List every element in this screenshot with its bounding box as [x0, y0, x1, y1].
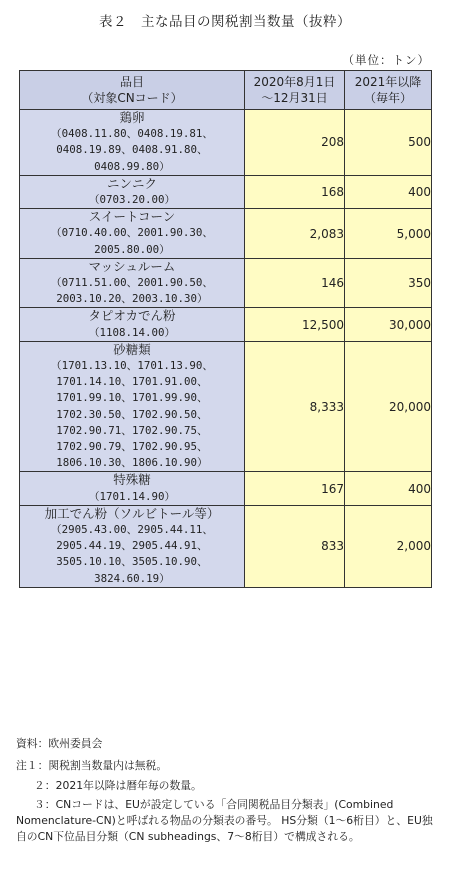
quota-2021-value: 350: [345, 258, 432, 308]
table-row: [20, 209, 432, 259]
cn-code-line: （1108.14.00）: [88, 325, 176, 339]
note-2: ２：2021年以降は暦年毎の数量。: [34, 778, 202, 792]
item-name: マッシュルーム: [88, 258, 176, 274]
quota-2020-value: 833: [245, 505, 345, 587]
cn-code-line: （0703.20.00）: [88, 193, 176, 207]
cn-code-line: 2003.10.20、2003.10.30）: [56, 292, 208, 306]
table-row: [20, 472, 432, 505]
quota-2020-value: 2,083: [245, 209, 345, 259]
item-cell: [20, 175, 245, 208]
cn-code-line: 2005.80.00）: [94, 242, 170, 256]
item-cell: [20, 341, 245, 472]
cn-code-line: （1701.13.10、1701.13.90、: [50, 359, 214, 373]
cn-code-line: 1701.14.10、1701.91.00、: [56, 375, 208, 389]
quota-2020-value: 12,500: [245, 308, 345, 341]
header-period-2020: [245, 71, 345, 110]
cn-code-line: （2905.43.00、2905.44.11、: [50, 523, 214, 537]
header-row: [20, 71, 432, 110]
header-item-line2: （対象CNコード）: [81, 91, 183, 105]
table-title: 表２ 主な品目の関税割当数量（抜粋）: [99, 14, 351, 30]
cn-code-line: 1702.90.71、1702.90.75、: [56, 423, 208, 437]
cn-code-line: 0408.99.80）: [94, 159, 170, 173]
item-name: 砂糖類: [113, 341, 151, 357]
cn-code-line: 1701.99.10、1701.99.90、: [56, 391, 208, 405]
source-note: 資料：欧州委員会: [16, 737, 103, 750]
item-cell: [20, 505, 245, 587]
table-row: [20, 308, 432, 341]
header-period-2021-line2: （毎年）: [363, 91, 412, 105]
cn-code-line: （0710.40.00、2001.90.30、: [50, 226, 214, 240]
cn-code-line: 1702.90.79、1702.90.95、: [56, 440, 208, 454]
header-period-2021: [345, 71, 432, 110]
quota-2021-value: 5,000: [345, 209, 432, 259]
table-row: [20, 258, 432, 308]
cn-code-line: （0711.51.00、2001.90.50、: [50, 276, 214, 290]
quota-2020-value: 146: [245, 258, 345, 308]
header-item: [20, 71, 245, 110]
cn-code-line: （1701.14.90）: [88, 489, 176, 503]
cn-code-line: 1702.30.50、1702.90.50、: [56, 407, 208, 421]
quota-2021-value: 30,000: [345, 308, 432, 341]
item-cell: [20, 209, 245, 259]
notes: [16, 736, 436, 845]
unit-label: （単位：トン）: [342, 53, 430, 67]
tariff-quota-table: [19, 70, 432, 588]
item-name: ニンニク: [106, 175, 157, 191]
quota-2020-value: 168: [245, 175, 345, 208]
quota-2021-value: 20,000: [345, 341, 432, 472]
quota-2021-value: 400: [345, 472, 432, 505]
quota-2020-value: 167: [245, 472, 345, 505]
quota-2021-value: 400: [345, 175, 432, 208]
item-name: スイートコーン: [88, 209, 176, 225]
note-1: 注１：関税割当数量内は無税。: [16, 758, 168, 772]
table-row: [20, 505, 432, 587]
header-period-2020-line1: 2020年8月1日: [253, 75, 336, 89]
item-name: タピオカでん粉: [88, 308, 176, 324]
item-name: 鶏卵: [119, 110, 145, 125]
header-item-line1: 品目: [119, 75, 144, 89]
quota-2020-value: 208: [245, 110, 345, 176]
item-name: 加工でん粉（ソルビトール等）: [44, 505, 220, 521]
table-row: [20, 110, 432, 176]
cn-code-line: 2905.44.19、2905.44.91、: [56, 539, 208, 553]
header-period-2020-line2: ～12月31日: [261, 91, 328, 105]
cn-code-line: （0408.11.80、0408.19.81、: [50, 127, 214, 141]
item-cell: [20, 258, 245, 308]
item-name: 特殊糖: [113, 472, 151, 488]
cn-code-line: 0408.19.89、0408.91.80、: [56, 143, 208, 157]
item-cell: [20, 308, 245, 341]
quota-2021-value: 2,000: [345, 505, 432, 587]
quota-2020-value: 8,333: [245, 341, 345, 472]
table-row: [20, 341, 432, 472]
quota-2021-value: 500: [345, 110, 432, 176]
cn-code-line: 3505.10.10、3505.10.90、: [56, 555, 208, 569]
table-row: [20, 175, 432, 208]
cn-code-line: 3824.60.19）: [94, 571, 170, 585]
note-3: ３：CNコードは、EUが設定している「合同関税品目分類表」(Combined Nomenclature-CN)と呼ばれる物品の分類表の番号。 HS分類（1～6桁目）と、EU独自のCN下位品目分類（CN subheadings、7～8桁目）で構成される。: [16, 798, 433, 843]
header-period-2021-line1: 2021年以降: [354, 75, 422, 89]
item-cell: [20, 472, 245, 505]
item-cell: [20, 110, 245, 176]
cn-code-line: 1806.10.30、1806.10.90）: [56, 456, 208, 470]
